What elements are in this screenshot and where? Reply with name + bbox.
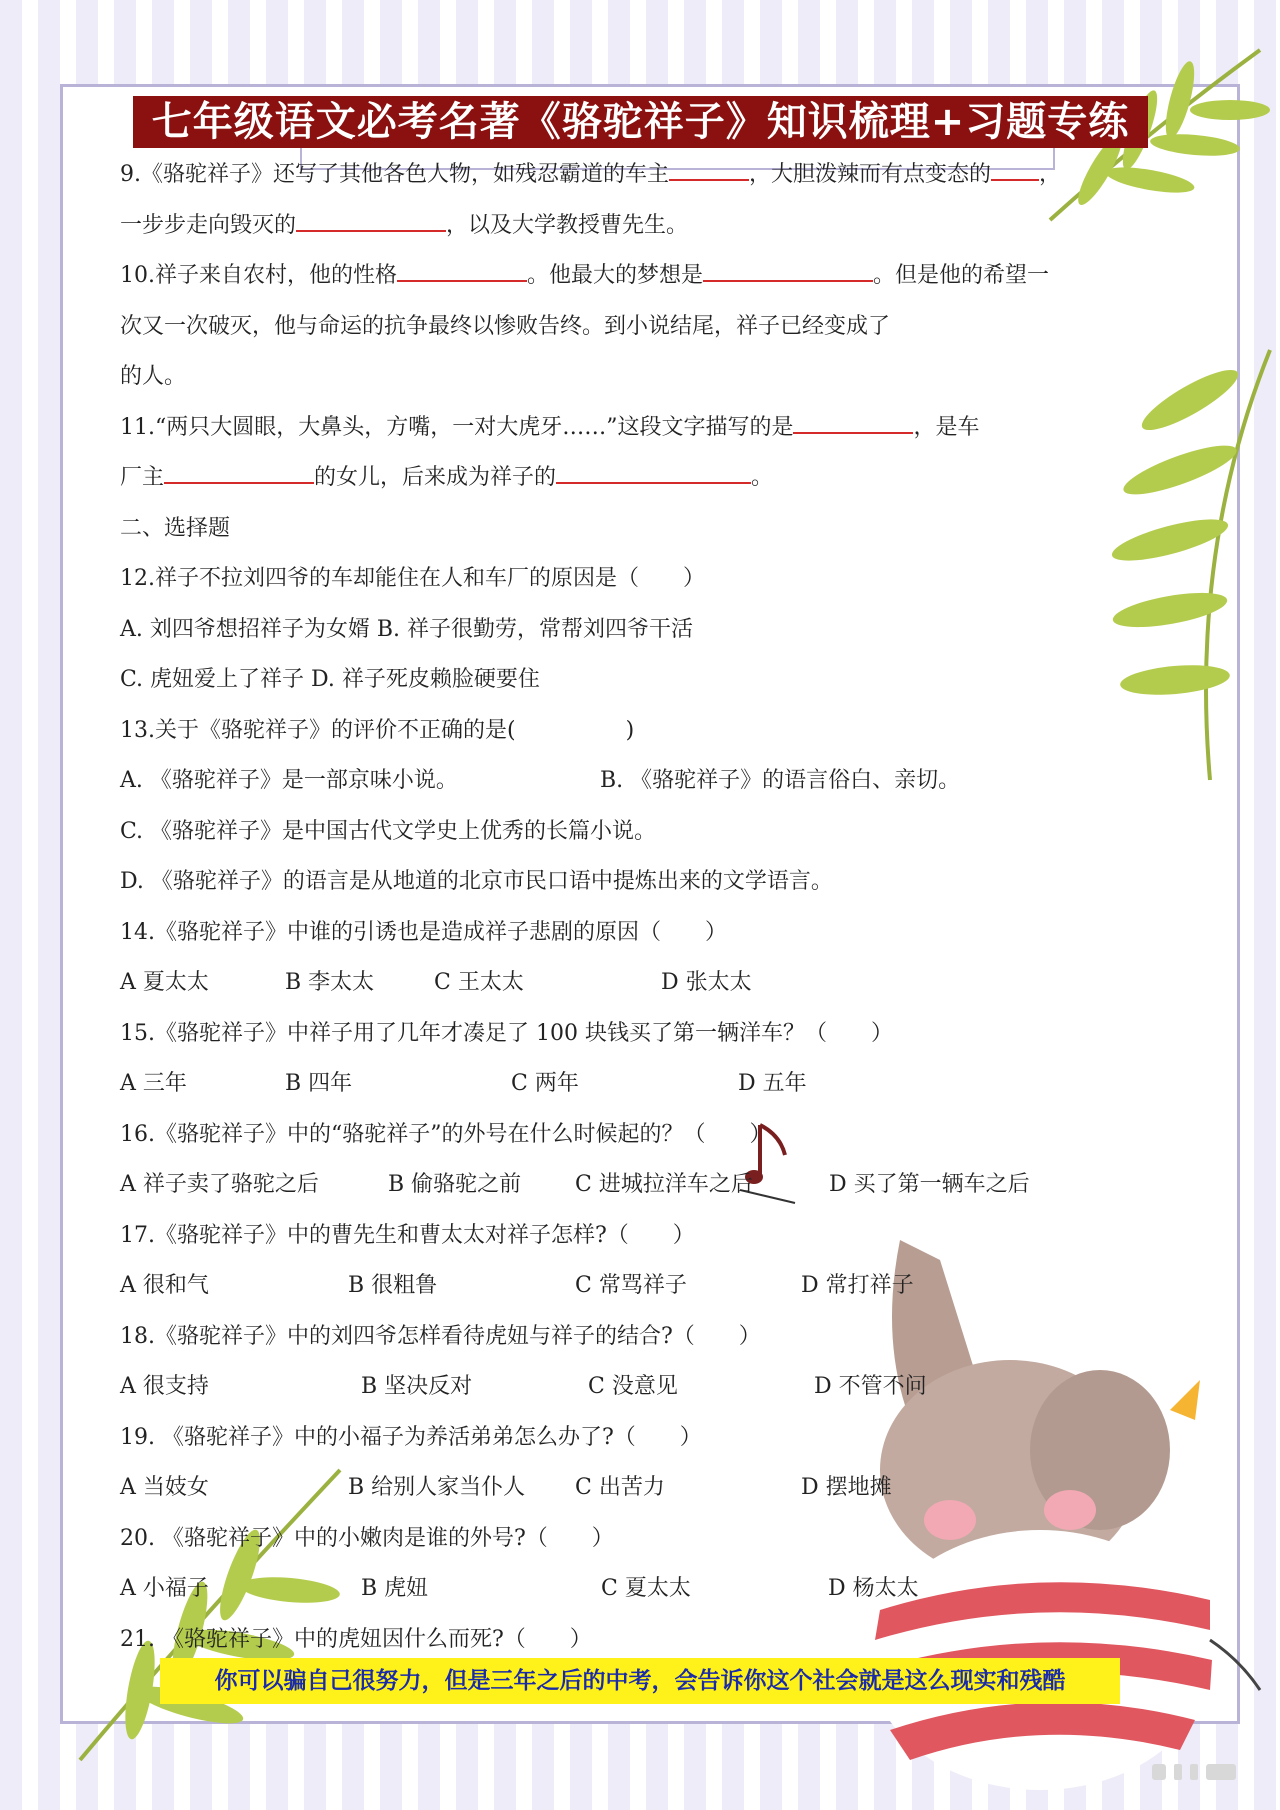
q9-text: ，大胆泼辣而有点变态的 xyxy=(749,162,992,187)
q11-text: 厂主 xyxy=(120,465,165,490)
q15-option-b[interactable]: B 四年 xyxy=(285,1071,353,1096)
q18-option-a[interactable]: A 很支持 xyxy=(120,1374,209,1399)
q17-option-a[interactable]: A 很和气 xyxy=(120,1273,209,1298)
q12-question: 12.祥子不拉刘四爷的车却能住在人和车厂的原因是（ ） xyxy=(120,566,705,591)
question-list xyxy=(120,150,1160,1665)
q16-options xyxy=(120,1160,1160,1211)
q11-text: ，是车 xyxy=(913,414,980,440)
q18-option-c[interactable]: C 没意见 xyxy=(588,1374,678,1399)
q10-text: 的人。 xyxy=(120,364,187,389)
q9-text: 9.《骆驼祥子》还写了其他各色人物，如残忍霸道的车主 xyxy=(120,162,669,187)
q9-text: ， xyxy=(1039,162,1062,187)
q9-text: 一步步走向毁灭的 xyxy=(120,212,297,238)
q18-question: 18.《骆驼祥子》中的刘四爷怎样看待虎妞与祥子的结合?（ ） xyxy=(120,1323,761,1349)
page-title: 七年级语文必考名著《骆驼祥子》知识梳理+习题专练 xyxy=(133,96,1148,148)
q13-options-ab xyxy=(120,756,1160,807)
q11-line1 xyxy=(120,403,1160,454)
q10-line2 xyxy=(120,302,1160,353)
q18-options xyxy=(120,1362,1160,1413)
q18-option-d[interactable]: D 不管不问 xyxy=(814,1374,927,1399)
q10-line1 xyxy=(120,251,1160,302)
q12-options-cd[interactable]: C. 虎妞爱上了祥子 D. 祥子死皮赖脸硬要住 xyxy=(120,667,540,692)
q10-blank-2[interactable] xyxy=(703,266,873,282)
q20-option-a[interactable]: A 小福子 xyxy=(120,1576,209,1601)
q18-option-b[interactable]: B 坚决反对 xyxy=(361,1374,473,1399)
q17-question: 17.《骆驼祥子》中的曹先生和曹太太对祥子怎样?（ ） xyxy=(120,1222,695,1248)
q9-blank-2[interactable] xyxy=(991,165,1039,181)
q9-blank-3[interactable] xyxy=(296,216,446,232)
q16-option-a[interactable]: A 祥子卖了骆驼之后 xyxy=(120,1172,319,1197)
q14-option-d[interactable]: D 张太太 xyxy=(661,970,752,995)
q11-text: 。 xyxy=(751,465,774,490)
q16-option-d[interactable]: D 买了第一辆车之后 xyxy=(829,1172,1030,1197)
q21-question: 21. 《骆驼祥子》中的虎妞因什么而死?（ ） xyxy=(120,1626,592,1652)
q20-option-c[interactable]: C 夏太太 xyxy=(601,1576,691,1601)
q10-text: 。他最大的梦想是 xyxy=(527,263,704,288)
q13-option-b[interactable]: B. 《骆驼祥子》的语言俗白、亲切。 xyxy=(600,768,961,793)
q11-text: 11.“两只大圆眼，大鼻头，方嘴，一对大虎牙……”这段文字描写的是 xyxy=(120,414,794,440)
q15-option-d[interactable]: D 五年 xyxy=(738,1071,807,1096)
q14-option-b[interactable]: B 李太太 xyxy=(285,970,375,995)
q11-blank-2[interactable] xyxy=(164,468,314,484)
q9-blank-1[interactable] xyxy=(669,165,749,181)
q19-option-d[interactable]: D 摆地摊 xyxy=(801,1475,892,1500)
q16-option-c[interactable]: C 进城拉洋车之后 xyxy=(575,1172,753,1197)
q14-question: 14.《骆驼祥子》中谁的引诱也是造成祥子悲剧的原因（ ） xyxy=(120,919,727,945)
q15-option-a[interactable]: A 三年 xyxy=(120,1071,187,1096)
q9-text: ，以及大学教授曹先生。 xyxy=(446,212,689,238)
q14-options xyxy=(120,958,1160,1009)
q17-option-c[interactable]: C 常骂祥子 xyxy=(575,1273,687,1298)
q19-option-b[interactable]: B 给别人家当仆人 xyxy=(348,1475,526,1500)
q19-option-c[interactable]: C 出苦力 xyxy=(575,1475,665,1500)
q15-question: 15.《骆驼祥子》中祥子用了几年才凑足了 100 块钱买了第一辆洋车？（ ） xyxy=(120,1020,893,1046)
q12-options-ab[interactable]: A. 刘四爷想招祥子为女婿 B. 祥子很勤劳，常帮刘四爷干活 xyxy=(120,616,694,642)
q17-options xyxy=(120,1261,1160,1312)
q9-line1 xyxy=(120,150,1160,201)
q13-option-a[interactable]: A. 《骆驼祥子》是一部京味小说。 xyxy=(120,768,458,793)
q9-line2 xyxy=(120,201,1160,252)
q16-question: 16.《骆驼祥子》中的“骆驼祥子”的外号在什么时候起的？（ ） xyxy=(120,1121,772,1147)
q14-option-c[interactable]: C 王太太 xyxy=(434,970,524,995)
q11-blank-3[interactable] xyxy=(556,468,751,484)
q11-text: 的女儿，后来成为祥子的 xyxy=(314,465,557,490)
q17-option-d[interactable]: D 常打祥子 xyxy=(801,1273,914,1298)
q15-option-c[interactable]: C 两年 xyxy=(511,1071,579,1096)
q14-option-a[interactable]: A 夏太太 xyxy=(120,970,209,995)
q10-text: 。但是他的希望一 xyxy=(873,263,1050,288)
q19-options xyxy=(120,1463,1160,1514)
q17-option-b[interactable]: B 很粗鲁 xyxy=(348,1273,438,1298)
q10-line3 xyxy=(120,352,1160,403)
q10-blank-1[interactable] xyxy=(397,266,527,282)
more-options-icon[interactable] xyxy=(1150,1760,1240,1788)
q20-option-d[interactable]: D 杨太太 xyxy=(828,1576,919,1601)
section-heading: 二、选择题 xyxy=(120,515,231,541)
q15-options xyxy=(120,1059,1160,1110)
q19-option-a[interactable]: A 当妓女 xyxy=(120,1475,209,1500)
q19-question: 19. 《骆驼祥子》中的小福子为养活弟弟怎么办了?（ ） xyxy=(120,1424,702,1450)
q13-question: 13.关于《骆驼祥子》的评价不正确的是( ) xyxy=(120,717,635,743)
q20-question: 20. 《骆驼祥子》中的小嫩肉是谁的外号?（ ） xyxy=(120,1525,614,1551)
q20-options xyxy=(120,1564,1160,1615)
q20-option-b[interactable]: B 虎妞 xyxy=(361,1576,429,1601)
q16-option-b[interactable]: B 偷骆驼之前 xyxy=(388,1172,522,1197)
q10-text: 10.祥子来自农村，他的性格 xyxy=(120,263,397,288)
q11-blank-1[interactable] xyxy=(793,418,913,434)
q13-option-d[interactable]: D. 《骆驼祥子》的语言是从地道的北京市民口语中提炼出来的文学语言。 xyxy=(120,869,833,894)
q11-line2 xyxy=(120,453,1160,504)
motivational-banner: 你可以骗自己很努力，但是三年之后的中考，会告诉你这个社会就是这么现实和残酷 xyxy=(160,1658,1120,1704)
q10-text: 次又一次破灭，他与命运的抗争最终以惨败告终。到小说结尾，祥子已经变成了 xyxy=(120,313,891,339)
q13-option-c[interactable]: C. 《骆驼祥子》是中国古代文学史上优秀的长篇小说。 xyxy=(120,818,657,844)
